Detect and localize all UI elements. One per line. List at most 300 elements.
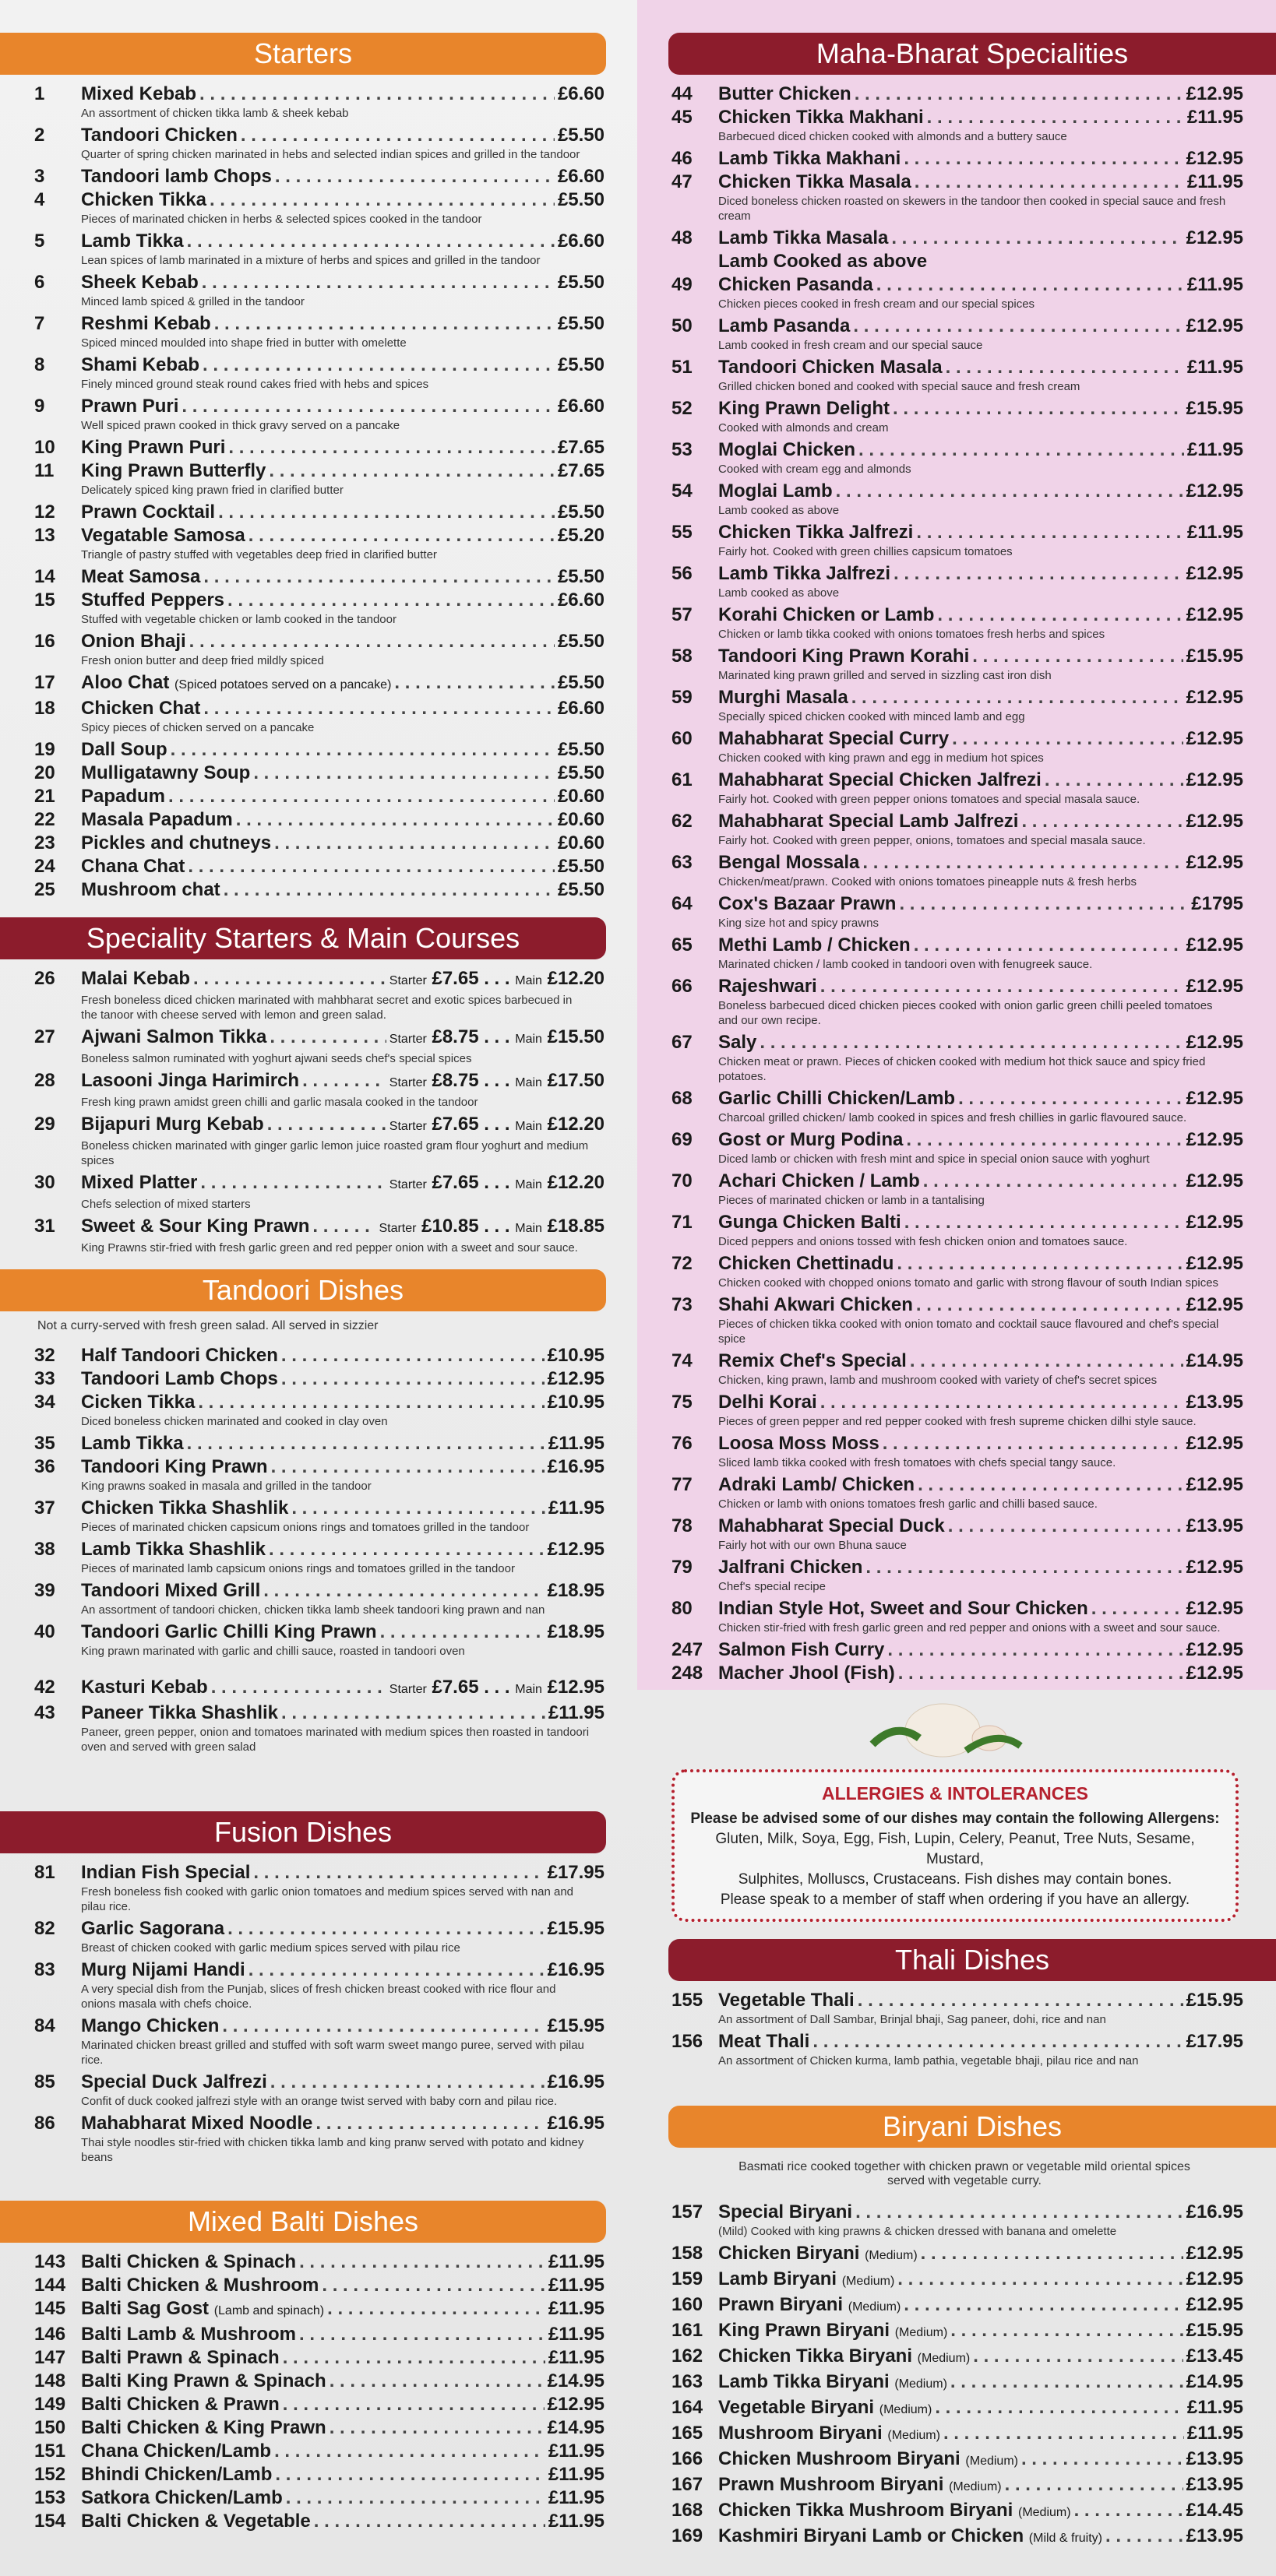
leader-dots (291, 1497, 545, 1520)
item-name-text: King Prawn Delight (718, 398, 890, 419)
item-number: 19 (34, 739, 55, 760)
leader-dots (283, 2393, 545, 2416)
item-price: £14.95 (1186, 2371, 1243, 2392)
item-price: £12.95 (1186, 604, 1243, 625)
menu-item (637, 1128, 1276, 1152)
item-note: (Medium) (887, 2429, 940, 2442)
item-name (718, 727, 949, 751)
leader-dots (1021, 810, 1183, 833)
item-name (718, 2345, 970, 2370)
item-name-text: Half Tandoori Chicken (81, 1345, 278, 1366)
item-price: £17.95 (1186, 2031, 1243, 2052)
leader-dots (952, 727, 1183, 751)
item-name (81, 1455, 268, 1479)
item-price: £11.95 (548, 1433, 605, 1454)
item-price: £11.95 (548, 2251, 605, 2272)
item-name (718, 83, 851, 106)
starter-label: Starter (389, 1076, 427, 1089)
item-note: (Medium) (841, 2275, 895, 2288)
item-number: 24 (34, 856, 55, 877)
item-name-text: Prawn Puri (81, 396, 179, 417)
menu-item (637, 273, 1276, 297)
starter-label: Starter (379, 1222, 417, 1235)
item-price: £5.50 (557, 856, 605, 877)
item-name-text: Chicken Chat (81, 698, 201, 719)
item-name (81, 1069, 299, 1093)
item-name (81, 785, 165, 808)
biryani-list (637, 2193, 1276, 2550)
item-number: 151 (34, 2441, 66, 2462)
item-name-text: Moglai Chicken (718, 439, 856, 460)
item-price: £12.95 (1186, 1170, 1243, 1191)
menu-item (637, 686, 1276, 709)
item-price: £15.95 (1186, 2320, 1243, 2341)
item-price: £0.60 (557, 786, 605, 807)
item-name (718, 480, 833, 503)
item-price: £12.95 (1186, 687, 1243, 708)
item-name-text: Balti Sag Gost (81, 2298, 210, 2319)
leader-dots (281, 1344, 545, 1367)
item-price: £11.95 (548, 2441, 605, 2462)
item-note: (Medium) (894, 2377, 947, 2391)
menu-item (637, 1211, 1276, 1234)
item-description: Fairly hot. Cooked with green chillies capsicum tomatoes (718, 545, 1013, 558)
item-description: Pieces of marinated chicken capsicum onions rings and tomatoes grilled in the tandoor (81, 1521, 530, 1534)
menu-item (637, 356, 1276, 379)
item-number: 28 (34, 1070, 55, 1091)
tandoori-list (0, 1336, 637, 1662)
menu-item (637, 1350, 1276, 1373)
item-name-text: Meat Samosa (81, 566, 201, 587)
item-price: £18.95 (547, 1621, 605, 1642)
item-number: 85 (34, 2071, 55, 2092)
balti-list (0, 2243, 637, 2533)
item-name-text: Methi Lamb / Chicken (718, 934, 911, 955)
item-description: King prawn marinated with garlic and chilli sauce, roasted in tandoori oven (81, 1645, 465, 1658)
main-price: £15.50 (547, 1026, 605, 1047)
starter-price: £7.65 (432, 1172, 479, 1193)
item-price: £16.95 (547, 2113, 605, 2134)
item-name (718, 2242, 918, 2268)
leader-dots (973, 2345, 1183, 2368)
item-name-text: Balti Chicken & Mushroom (81, 2275, 319, 2296)
item-name-text: Balti Chicken & Spinach (81, 2251, 297, 2272)
item-description: Chicken stir-fried with fresh garlic green and red pepper and onions with a sweet and sour sauce. (718, 1621, 1221, 1635)
menu-item (637, 1170, 1276, 1193)
item-description: Diced lamb or chicken with fresh mint and spice in special onion sauce with yoghurt (718, 1153, 1150, 1166)
item-description: Chicken meat or prawn. Pieces of chicken cooked with medium hot thick sauce and spicy fried potatoes. (718, 1055, 1206, 1083)
item-name-text: Ajwani Salmon Tikka (81, 1026, 267, 1047)
item-description: Lamb cooked in fresh cream and our special sauce (718, 339, 983, 352)
item-name-text: Satkora Chicken/Lamb (81, 2487, 283, 2508)
item-description: Chicken or lamb tikka cooked with onions tomatoes fresh herbs and spices (718, 628, 1105, 641)
leader-dots (760, 1031, 1183, 1054)
item-price: £7.65 (557, 460, 605, 481)
item-name (81, 1621, 377, 1644)
item-name-text: Tandoori Lamb Chops (81, 1368, 278, 1389)
item-price: £12.95 (1186, 315, 1243, 336)
item-price: £12.95 (1186, 852, 1243, 873)
item-note: (Medium) (865, 2249, 918, 2262)
item-price: £11.95 (548, 2347, 605, 2368)
item-description: Marinated king prawn grilled and served in sizzling cast iron dish (718, 669, 1052, 682)
item-price: £12.95 (1186, 976, 1243, 997)
item-price: £10.95 (547, 1392, 605, 1413)
item-price: £5.50 (557, 879, 605, 900)
item-name (81, 524, 245, 547)
item-description: Chefs selection of mixed starters (81, 1198, 251, 1211)
item-name-text: Adraki Lamb/ Chicken (718, 1474, 915, 1495)
item-description: Lean spices of lamb marinated in a mixture of herbs and spices and grilled in the tandoor (81, 254, 541, 267)
item-name (81, 2250, 296, 2274)
item-name-text: Chicken Tikka Makhani (718, 107, 924, 128)
item-number: 5 (34, 231, 45, 252)
item-description: Fairly hot with our own Bhuna sauce (718, 1539, 907, 1552)
item-description: Spiced minced moulded into shape fried in butter with omelette (81, 336, 407, 350)
leader-dots (927, 106, 1184, 129)
menu-item (0, 565, 637, 589)
item-price: £7.65 (557, 437, 605, 458)
item-number: 86 (34, 2113, 55, 2134)
menu-item (637, 1662, 1276, 1685)
menu-item (637, 106, 1276, 129)
item-name (718, 521, 913, 544)
item-name-text: Saly (718, 1032, 757, 1053)
menu-item (0, 2510, 637, 2533)
item-name-text: Chicken Tikka Shashlik (81, 1497, 289, 1519)
menu-item (0, 2274, 637, 2297)
menu-item (0, 1171, 637, 1197)
item-name-text: Pickles and chutneys (81, 832, 272, 853)
leader-dots (894, 562, 1183, 586)
menu-item (637, 1293, 1276, 1317)
menu-item (637, 2448, 1276, 2473)
item-name (81, 1171, 197, 1195)
item-price: £13.95 (1186, 2448, 1243, 2469)
menu-item (0, 2486, 637, 2510)
item-description: Diced boneless chicken marinated and cooked in clay oven (81, 1415, 388, 1428)
item-description: An assortment of Dall Sambar, Brinjal bhaji, Sag paneer, dohi, rice and nan (718, 2013, 1106, 2026)
item-name (718, 1473, 915, 1497)
item-number: 53 (671, 439, 693, 460)
item-number: 44 (671, 83, 693, 104)
item-number: 10 (34, 437, 55, 458)
fusion-title: Fusion Dishes (0, 1811, 606, 1853)
leader-dots (394, 671, 555, 695)
allergy-line2: Gluten, Milk, Soya, Egg, Fish, Lupin, Celery, Peanut, Tree Nuts, Sesame, Mustard, (715, 1831, 1195, 1867)
menu-item (0, 2015, 637, 2038)
item-name-text: Loosa Moss Moss (718, 1433, 879, 1454)
item-name (81, 1113, 264, 1136)
menu-item (0, 1861, 637, 1884)
leader-dots (286, 2486, 545, 2510)
item-name (81, 1026, 266, 1049)
menu-item (637, 1638, 1276, 1662)
item-number: 22 (34, 809, 55, 830)
item-name (718, 171, 911, 194)
leader-dots (222, 2015, 544, 2038)
item-number: 34 (34, 1392, 55, 1413)
starter-price: £8.75 (432, 1026, 479, 1047)
item-number: 66 (671, 976, 693, 997)
item-name-text: Shami Kebab (81, 354, 200, 375)
item-description: Boneless barbecued diced chicken pieces cooked with onion garlic green chilli peeled tomatoes and our own recipe. (718, 999, 1213, 1027)
item-name-text: Lamb Tikka Shashlik (81, 1539, 266, 1560)
item-name (718, 1350, 907, 1373)
item-description: Sliced lamb tikka cooked with fresh tomatoes with chefs special tangy sauce. (718, 1456, 1116, 1469)
menu-item (637, 810, 1276, 833)
item-name-text: Shahi Akwari Chicken (718, 1294, 913, 1315)
item-price: £12.95 (1186, 1088, 1243, 1109)
item-name-text: Lamb Tikka Masala (718, 227, 889, 248)
item-name-text: Tandoori Chicken (81, 125, 238, 146)
item-price: £5.50 (557, 354, 605, 375)
menu-item (0, 230, 637, 253)
item-name (718, 1515, 945, 1538)
item-name-text: Rajeshwari (718, 976, 817, 997)
item-name-text: Chicken Tikka (81, 189, 206, 210)
leader-dots (274, 832, 555, 855)
item-name (81, 2323, 296, 2346)
item-name-text: Lamb Tikka Makhani (718, 148, 901, 169)
item-price: £13.95 (1186, 1392, 1243, 1413)
item-name-text: Chicken Tikka Masala (718, 171, 911, 192)
item-prices: Starter £8.75 . . . Main £15.50 (389, 1026, 605, 1047)
item-number: 56 (671, 563, 693, 584)
item-number: 27 (34, 1026, 55, 1047)
item-name-text: Lamb Tikka (81, 231, 184, 252)
item-description: Breast of chicken cooked with garlic medium spices served with pilau rice (81, 1941, 460, 1955)
item-name (81, 2370, 326, 2393)
item-price: £12.95 (1186, 728, 1243, 749)
maha-section (637, 33, 1276, 1685)
item-name-text: Lamb Tikka Biryani (718, 2371, 890, 2392)
item-name (718, 1391, 817, 1414)
item-name (718, 2448, 1018, 2473)
item-number: 78 (671, 1515, 693, 1536)
item-description: (Mild) Cooked with king prawns & chicken dressed with banana and omelette (718, 2225, 1117, 2238)
menu-item (0, 354, 637, 377)
item-name (718, 2525, 1102, 2550)
leader-dots (855, 83, 1183, 106)
leader-dots (299, 2323, 545, 2346)
item-number: 77 (671, 1474, 693, 1495)
item-number: 75 (671, 1392, 693, 1413)
item-name-text: Mushroom chat (81, 879, 220, 900)
item-description: Cooked with almonds and cream (718, 421, 889, 435)
item-price: £13.45 (1186, 2345, 1243, 2367)
item-number: 79 (671, 1557, 693, 1578)
item-number: 31 (34, 1216, 55, 1237)
item-price: £18.95 (547, 1580, 605, 1601)
leader-dots (253, 762, 555, 785)
item-price: £0.60 (557, 809, 605, 830)
speciality-title: Speciality Starters & Main Courses (0, 917, 606, 959)
item-name-text: Balti Chicken & Vegetable (81, 2511, 311, 2532)
item-number: 2 (34, 125, 45, 146)
item-name-text: Paneer Tikka Shashlik (81, 1702, 279, 1723)
item-description: Fairly hot. Cooked with green pepper onions tomatoes and special masala sauce. (718, 793, 1140, 806)
item-name-text: Bengal Mossala (718, 852, 860, 873)
menu-item (0, 697, 637, 720)
item-description: King prawns soaked in masala and grilled in the tandoor (81, 1480, 372, 1493)
item-name (718, 851, 859, 875)
item-name (81, 2440, 271, 2463)
leader-dots (937, 604, 1183, 627)
item-name (718, 438, 855, 462)
menu-item (637, 147, 1276, 171)
item-name-text: Gunga Chicken Balti (718, 1212, 901, 1233)
item-prices: Starter £7.65 . . . Main £12.95 (389, 1677, 605, 1698)
menu-item (0, 188, 637, 212)
item-note: (Mild & fruity) (1028, 2532, 1103, 2545)
item-price: £12.95 (1186, 480, 1243, 501)
item-name-text: Mahabharat Special Lamb Jalfrezi (718, 811, 1019, 832)
main-label: Main (515, 1076, 542, 1089)
menu-item (0, 2416, 637, 2440)
item-name (81, 2297, 324, 2323)
item-price: £12.95 (1186, 1294, 1243, 1315)
leader-dots (187, 1432, 545, 1455)
item-name-text: Tandoori Mixed Grill (81, 1580, 261, 1601)
menu-item (637, 438, 1276, 462)
item-number: 157 (671, 2201, 703, 2222)
menu-item (637, 2293, 1276, 2319)
item-number: 42 (34, 1677, 55, 1698)
item-name-text: Balti Chicken & Prawn (81, 2394, 280, 2415)
item-price: £12.95 (1186, 1129, 1243, 1150)
menu-item (637, 2242, 1276, 2268)
item-price: £16.95 (547, 1959, 605, 1980)
menu-item (0, 524, 637, 547)
item-number: 36 (34, 1456, 55, 1477)
item-number: 16 (34, 631, 55, 652)
item-price: £11.95 (548, 2298, 605, 2319)
item-description: Grilled chicken boned and cooked with special sauce and fresh cream (718, 380, 1080, 393)
menu-item (0, 671, 637, 697)
leader-dots (1005, 2473, 1183, 2497)
item-number: 9 (34, 396, 45, 417)
leader-dots (224, 878, 555, 902)
menu-item (0, 1676, 637, 1701)
item-description: Chicken cooked with chopped onions tomato and garlic with strong flavour of south Indian spices (718, 1276, 1219, 1290)
leader-dots (327, 2297, 545, 2321)
item-description: Minced lamb spiced & grilled in the tandoor (81, 295, 305, 308)
item-name (81, 2346, 280, 2370)
menu-item (637, 2499, 1276, 2525)
menu-item (0, 1579, 637, 1603)
item-number: 1 (34, 83, 45, 104)
item-number: 17 (34, 672, 55, 693)
item-description: An assortment of chicken tikka lamb & sheek kebab (81, 107, 349, 120)
main-price: £12.20 (547, 1172, 605, 1193)
item-name-text: Mixed Kebab (81, 83, 197, 104)
leader-dots (270, 1026, 386, 1049)
item-name-text: King Prawn Biryani (718, 2320, 890, 2341)
item-price: £13.95 (1186, 2474, 1243, 2495)
leader-dots (972, 645, 1183, 668)
leader-dots (275, 165, 555, 188)
item-name-text: Malai Kebab (81, 968, 191, 989)
item-name-text: Chicken Chettinadu (718, 1253, 894, 1274)
item-name-text: Dall Soup (81, 739, 167, 760)
item-price: £12.95 (547, 1539, 605, 1560)
item-name (718, 562, 890, 586)
item-number: 63 (671, 852, 693, 873)
main-price: £12.20 (547, 1114, 605, 1135)
item-prices: Starter £7.65 . . . Main £12.20 (389, 1114, 605, 1135)
item-price: £6.60 (557, 589, 605, 611)
item-number: 58 (671, 646, 693, 667)
leader-dots (236, 808, 555, 832)
item-description: Diced boneless chicken roasted on skewers in the tandoor then cooked in special sauce and fresh cream (718, 195, 1226, 223)
item-name (81, 2463, 272, 2486)
leader-dots (935, 2396, 1184, 2419)
item-description: Chicken or lamb with onions tomatoes fresh garlic and chilli based sauce. (718, 1497, 1098, 1511)
item-name-text: King Prawn Butterfly (81, 460, 266, 481)
item-number: 7 (34, 313, 45, 334)
item-sub-name: Lamb Cooked as above (718, 251, 928, 272)
item-name (718, 2293, 901, 2319)
item-price: £12.95 (1186, 1253, 1243, 1274)
item-note: (Medium) (949, 2480, 1002, 2493)
item-name (81, 697, 200, 720)
item-number: 82 (34, 1918, 55, 1939)
item-price: £11.95 (548, 2511, 605, 2532)
leader-dots (906, 1128, 1183, 1152)
menu-item (637, 892, 1276, 916)
item-name (81, 1917, 224, 1941)
menu-item (637, 2319, 1276, 2345)
item-price: £5.20 (557, 525, 605, 546)
item-name (718, 1170, 920, 1193)
menu-item (637, 2345, 1276, 2370)
leader-dots (188, 855, 555, 878)
item-price: £12.95 (1186, 83, 1243, 104)
item-number: 248 (671, 1663, 703, 1684)
item-name (718, 397, 890, 421)
leader-dots (893, 397, 1183, 421)
menu-item (637, 2473, 1276, 2499)
menu-item (0, 459, 637, 483)
item-name (81, 967, 190, 991)
menu-item (0, 967, 637, 993)
thali-list (637, 1981, 1276, 2071)
item-number: 4 (34, 189, 45, 210)
item-description: Chef's special recipe (718, 1580, 826, 1593)
leader-dots (315, 2112, 544, 2135)
item-number: 54 (671, 480, 693, 501)
item-price: £14.95 (547, 2417, 605, 2438)
item-description: Marinated chicken / lamb cooked in tandoori oven with fenugreek sauce. (718, 958, 1093, 971)
item-name (718, 356, 943, 379)
item-number: 12 (34, 501, 55, 523)
item-description: Paneer, green pepper, onion and tomatoes marinated with medium spices then roasted in tandoori oven and served with green salad (81, 1726, 590, 1754)
item-name (81, 2015, 219, 2038)
item-name (718, 2396, 932, 2422)
item-number: 55 (671, 522, 693, 543)
item-name-text: Sweet & Sour King Prawn (81, 1216, 310, 1237)
leader-dots (915, 171, 1184, 194)
fusion-section (0, 1811, 637, 2168)
item-name-text: Special Duck Jalfrezi (81, 2071, 267, 2092)
item-name (81, 459, 266, 483)
item-number: 45 (671, 107, 693, 128)
leader-dots (891, 227, 1183, 250)
menu-item (0, 2323, 637, 2346)
item-price: £15.95 (1186, 1990, 1243, 2011)
item-name (81, 808, 233, 832)
